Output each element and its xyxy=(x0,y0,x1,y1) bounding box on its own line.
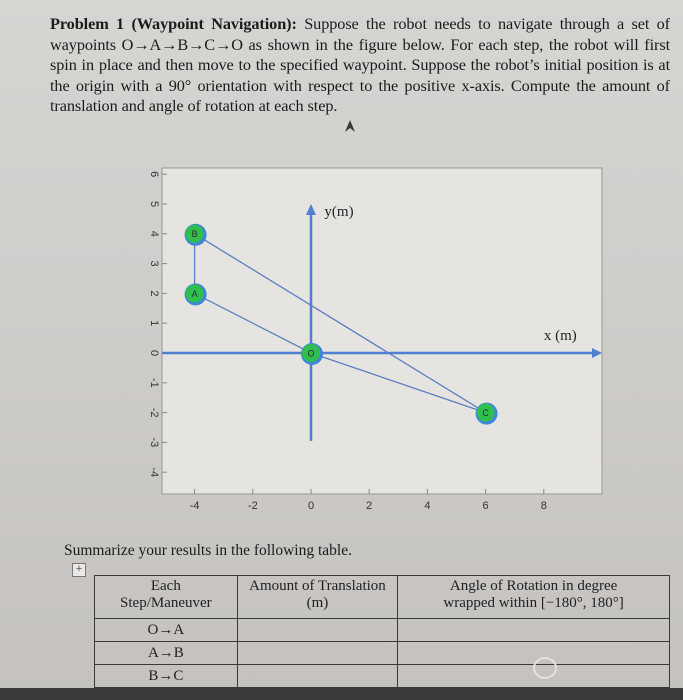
x-tick-label: -4 xyxy=(189,499,200,512)
y-tick-label: -1 xyxy=(148,377,161,388)
table-header-row xyxy=(95,576,670,619)
y-tick-label: 0 xyxy=(148,349,161,357)
mouse-cursor-icon xyxy=(343,118,357,134)
header-step-line1: Each xyxy=(150,578,181,594)
screen-bezel xyxy=(0,688,683,700)
x-tick-label: 2 xyxy=(366,499,373,512)
rotation-cell[interactable] xyxy=(398,619,670,642)
y-tick-label: -3 xyxy=(148,437,161,448)
y-tick-label: 6 xyxy=(148,171,161,178)
header-step-line2: Step/Maneuver xyxy=(120,595,212,611)
translation-cell[interactable] xyxy=(237,619,397,642)
y-axis-label: y(m) xyxy=(324,203,354,220)
header-rotation-line2: wrapped within [−180°, 180°] xyxy=(443,595,624,611)
table-add-icon[interactable]: + xyxy=(72,563,86,577)
y-tick-label: 3 xyxy=(148,260,161,267)
header-translation xyxy=(237,576,397,619)
x-axis-label: x (m) xyxy=(543,328,577,344)
rotation-cell[interactable] xyxy=(398,642,670,665)
table-row xyxy=(95,665,670,688)
y-tick-label: 2 xyxy=(148,290,161,297)
x-tick-label: 8 xyxy=(540,499,547,512)
y-tick-label: 1 xyxy=(148,320,161,327)
header-translation-line1: Amount of Translation xyxy=(249,578,386,594)
table-row xyxy=(95,619,670,642)
results-table-wrapper xyxy=(94,575,674,700)
step-cell: O→A xyxy=(95,619,238,642)
results-table xyxy=(94,575,670,688)
y-tick-label: -4 xyxy=(148,467,161,478)
header-step xyxy=(95,576,238,619)
waypoint-label: C xyxy=(482,407,489,418)
problem-heading: Problem 1 (Waypoint Navigation): xyxy=(50,14,297,33)
header-translation-line2: (m) xyxy=(306,595,329,611)
step-cell: A→B xyxy=(95,642,238,665)
plot-frame xyxy=(162,168,602,494)
translation-cell[interactable] xyxy=(237,665,397,688)
y-tick-label: 4 xyxy=(148,230,161,237)
x-tick-label: -2 xyxy=(247,499,258,512)
x-tick-label: 0 xyxy=(307,499,315,512)
translation-cell[interactable] xyxy=(237,642,397,665)
waypoint-label: A xyxy=(191,288,198,299)
header-rotation xyxy=(398,576,670,619)
problem-statement xyxy=(50,14,670,117)
step-cell: B→C xyxy=(95,665,238,688)
header-rotation-line1: Angle of Rotation in degree xyxy=(449,578,618,594)
waypoint-label: B xyxy=(191,229,198,240)
summary-instruction: Summarize your results in the following table. xyxy=(64,542,352,559)
x-tick-label: 6 xyxy=(482,499,489,512)
waypoint-chart xyxy=(0,150,683,520)
problem-body: Suppose the robot needs to navigate through a set of waypoints O→A→B→C→O as shown in the figure below. For each step, the robot will first spin in place and then move to the specified waypoint. Suppose the robot’s initial position is at the origin with a 90° orientation with respect to the positive x-axis. Compute the amount of translation and angle of rotation at each step. xyxy=(50,14,670,115)
waypoint-label: O xyxy=(307,348,315,359)
pen-mark xyxy=(533,657,557,679)
y-tick-label: -2 xyxy=(148,407,161,418)
y-tick-label: 5 xyxy=(148,200,161,208)
table-row xyxy=(95,642,670,665)
x-tick-label: 4 xyxy=(424,499,431,512)
